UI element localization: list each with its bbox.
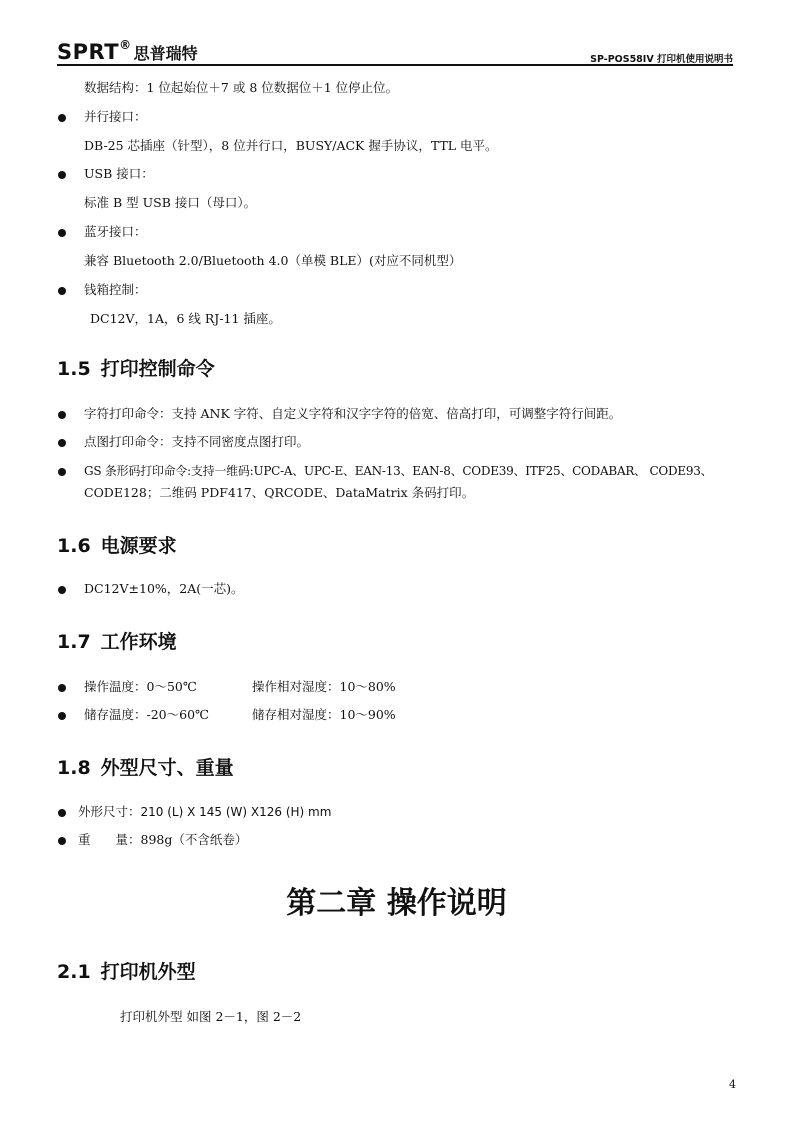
bullet-icon [58, 468, 66, 476]
weight-label: 重 量： [78, 832, 141, 847]
bullet-icon [58, 712, 66, 720]
bullet-icon [58, 114, 66, 122]
document-title: SP-POS58IV 打印机使用说明书 [590, 54, 733, 65]
brand-name-cn: 思普瑞特 [133, 44, 198, 63]
header-rule [57, 64, 733, 66]
section-number: 1.6 [57, 535, 91, 557]
bullet-icon [58, 586, 66, 594]
bullet-icon [58, 439, 66, 447]
section-number: 2.1 [57, 961, 91, 983]
env-right: 储存相对湿度：10～90% [252, 707, 396, 722]
section-title: 电源要求 [100, 535, 177, 557]
section-number: 1.7 [57, 631, 91, 653]
list-item: 点图打印命令：支持不同密度点图打印。 [84, 434, 310, 449]
list-item: DC12V±10%，2A(一芯)。 [84, 581, 244, 596]
section-number: 1.5 [57, 358, 91, 380]
bullet-icon [58, 171, 66, 179]
dimensions-label: 外形尺寸： [78, 804, 141, 819]
weight-row [78, 832, 247, 848]
list-item-continuation: CODE128；二维码 PDF417、QRCODE、DataMatrix 条码打印。 [84, 485, 475, 500]
section-number: 1.8 [57, 757, 91, 779]
env-left: 操作温度：0～50℃ [84, 679, 197, 694]
bullet-icon [58, 837, 66, 845]
interface-label: 钱箱控制： [84, 282, 147, 297]
bullet-icon [58, 809, 66, 817]
data-structure-text: 数据结构：1 位起始位＋7 或 8 位数据位＋1 位停止位。 [84, 80, 399, 95]
section-title: 工作环境 [100, 631, 177, 653]
brand-name: SPRT [57, 40, 120, 64]
section-title: 打印控制命令 [100, 358, 215, 380]
figure-reference: 打印机外型 如图 2－1，图 2－2 [120, 1009, 302, 1024]
page-number: 4 [729, 1078, 736, 1091]
section-heading-1-8 [57, 753, 234, 780]
registered-mark: ® [119, 38, 132, 52]
chapter-title: 第二章 操作说明 [286, 886, 507, 921]
bullet-icon [58, 684, 66, 692]
interface-detail: DB-25 芯插座（针型），8 位并行口，BUSY/ACK 握手协议，TTL 电平。 [84, 138, 498, 153]
weight-value: 898g（不含纸卷） [140, 832, 248, 847]
page-header [57, 40, 733, 66]
bullet-icon [58, 287, 66, 295]
dimensions-row [78, 804, 331, 820]
interface-detail: 兼容 Bluetooth 2.0/Bluetooth 4.0（单模 BLE）(对应不同机型） [84, 253, 462, 268]
interface-detail: 标准 B 型 USB 接口（母口）。 [84, 195, 257, 210]
env-right: 操作相对湿度：10～80% [252, 679, 396, 694]
section-heading-1-7 [57, 627, 177, 654]
section-title: 打印机外型 [100, 961, 196, 983]
section-heading-1-6 [57, 531, 177, 558]
interface-label: 并行接口： [84, 109, 147, 124]
env-left: 储存温度：-20～60℃ [84, 707, 210, 722]
section-heading-2-1 [57, 957, 196, 984]
section-heading-1-5 [57, 354, 215, 381]
bullet-icon [58, 229, 66, 237]
interface-label: USB 接口： [84, 166, 154, 181]
bullet-icon [58, 411, 66, 419]
interface-detail: DC12V，1A，6 线 RJ-11 插座。 [90, 311, 281, 326]
list-item: 字符打印命令：支持 ANK 字符、自定义字符和汉字字符的倍宽、倍高打印，可调整字符行间距。 [84, 406, 622, 421]
section-title: 外型尺寸、重量 [100, 757, 234, 779]
dimensions-value: 210 (L) X 145 (W) X126 (H) mm [140, 805, 332, 819]
brand-logo [57, 40, 198, 64]
interface-label: 蓝牙接口： [84, 224, 147, 239]
list-item: GS 条形码打印命令:支持一维码:UPC-A、UPC-E、EAN-13、EAN-8、CODE39、ITF25、CODABAR、 CODE93、 [84, 464, 713, 478]
